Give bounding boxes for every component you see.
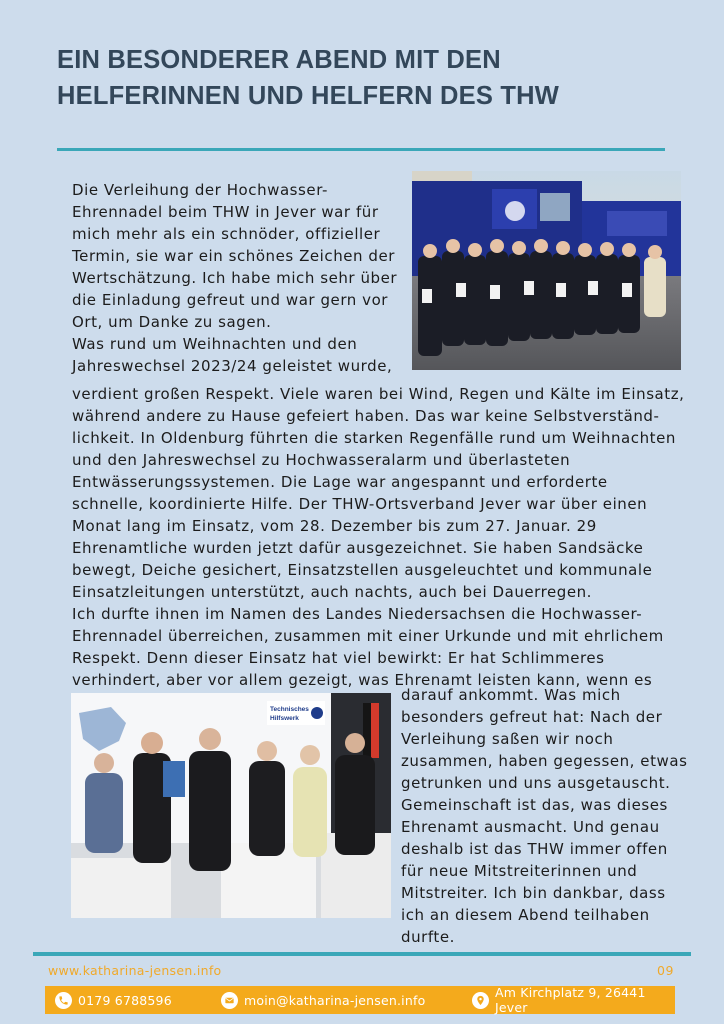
website-link[interactable]: www.katharina-jensen.info — [48, 963, 222, 978]
title-line-1: EIN BESONDERER ABEND MIT DEN — [57, 46, 501, 74]
email-contact[interactable] — [221, 986, 425, 1014]
text-line: darauf ankommt. Was mich — [401, 686, 621, 704]
text-line: bewegt, Deiche gesichert, Einsatzstellen ausgeleuchtet und kommunale — [72, 561, 653, 579]
text-line: Termin, sie war ein schönes Zeichen der — [72, 247, 395, 265]
text-line: ich an diesem Abend teilhaben — [401, 906, 650, 924]
phone-number: 0179 6788596 — [78, 992, 172, 1008]
text-line: mich mehr als ein schnöder, offizieller — [72, 225, 381, 243]
text-line: Ort, um Danke zu sagen. — [72, 313, 272, 331]
text-line: Ehrenamt ausmacht. Und genau — [401, 818, 660, 836]
text-line: Die Verleihung der Hochwasser- — [72, 181, 328, 199]
text-line: Entwässerungssystemen. Die Lage war angespannt und erforderte — [72, 473, 608, 491]
text-line: zusammen, haben gegessen, etwas — [401, 752, 688, 770]
text-line: besonders gefreut hat: Nach der — [401, 708, 663, 726]
text-line: Monat lang im Einsatz, vom 28. Dezember bis zum 27. Januar. 29 — [72, 517, 597, 535]
text-line: durfte. — [401, 928, 455, 946]
title-divider — [57, 148, 665, 151]
text-line: Respekt. Denn dieser Einsatz hat viel bewirkt: Er hat Schlimmeres — [72, 649, 605, 667]
text-line: Einsatzleitungen unterstützt, auch nachts, auch bei Dauerregen. — [72, 583, 592, 601]
thw-logo-icon — [311, 707, 323, 719]
footer-divider — [33, 952, 691, 956]
address-contact — [472, 986, 675, 1014]
article-title — [57, 42, 677, 114]
text-line: lichkeit. In Oldenburg führten die starken Regenfälle rund um Weihnachten — [72, 429, 676, 447]
text-line: Ehrenamtliche wurden jetzt dafür ausgezeichnet. Sie haben Sandsäcke — [72, 539, 644, 557]
text-line: Ehrennadel überreichen, zusammen mit einer Urkunde und mit ehrlichem — [72, 627, 664, 645]
paragraph-main — [72, 383, 684, 691]
text-line: und den Jahreswechsel zu Hochwasseralarm und überlasteten — [72, 451, 571, 469]
text-line: schnelle, koordinierte Hilfe. Der THW-Ortsverband Jever war über einen — [72, 495, 648, 513]
award-evening-photo — [71, 693, 391, 918]
location-pin-icon — [472, 992, 489, 1009]
thw-group-photo — [412, 171, 681, 370]
title-line-2: HELFERINNEN UND HELFERN DES THW — [57, 82, 560, 110]
text-line: Mitstreiter. Ich bin dankbar, dass — [401, 884, 666, 902]
postal-address: Am Kirchplatz 9, 26441 Jever — [495, 985, 646, 1015]
text-line: Ehrennadel beim THW in Jever war für — [72, 203, 379, 221]
text-line: getrunken und uns ausgetauscht. — [401, 774, 671, 792]
text-line: deshalb ist das THW immer offen — [401, 840, 668, 858]
email-address: moin@katharina-jensen.info — [244, 992, 426, 1008]
mail-icon — [221, 992, 238, 1009]
text-line: die Einladung gefreut und war gern vor — [72, 291, 389, 309]
text-line: Ich durfte ihnen im Namen des Landes Niedersachsen die Hochwasser- — [72, 605, 643, 623]
text-line: verdient großen Respekt. Viele waren bei Wind, Regen und Kälte im Einsatz, — [72, 385, 685, 403]
banner-text-line-2: Hilfswerk — [270, 715, 299, 722]
phone-contact[interactable] — [55, 986, 172, 1014]
page-number: 09 — [657, 963, 674, 978]
thw-group-photo-illustration — [412, 171, 681, 370]
banner-text-line-1: Technisches — [270, 706, 309, 713]
text-line: Was rund um Weihnachten und den — [72, 335, 358, 353]
text-line: verhindert, aber vor allem gezeigt, was Ehrenamt leisten kann, wenn es — [72, 671, 653, 689]
contact-bar — [45, 986, 675, 1014]
award-evening-photo-illustration — [71, 693, 391, 918]
text-line: Jahreswechsel 2023/24 geleistet wurde, — [72, 357, 393, 375]
text-line: Wertschätzung. Ich habe mich sehr über — [72, 269, 398, 287]
text-line: Gemeinschaft ist das, was dieses — [401, 796, 668, 814]
paragraph-intro — [72, 179, 397, 377]
text-line: während andere zu Hause gefeiert haben. Das war keine Selbstverständ- — [72, 407, 660, 425]
text-line: Verleihung saßen wir noch — [401, 730, 614, 748]
phone-icon — [55, 992, 72, 1009]
paragraph-closing — [401, 684, 687, 948]
text-line: für neue Mitstreiterinnen und — [401, 862, 638, 880]
